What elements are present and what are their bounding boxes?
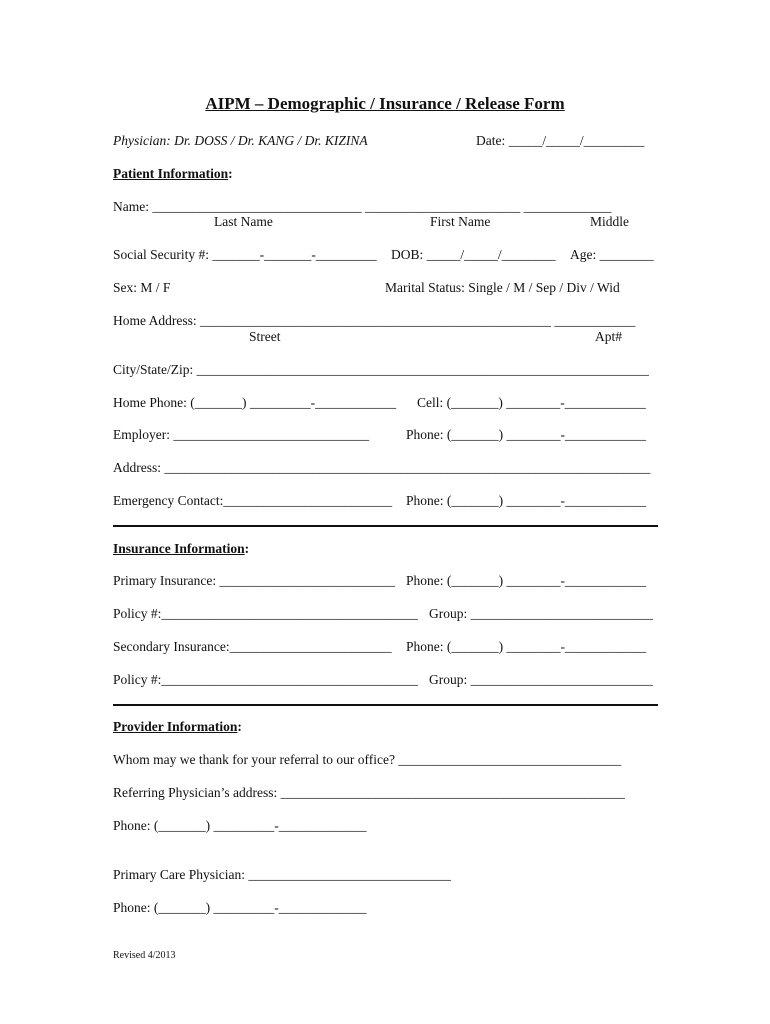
provider-info-heading-colon: : (237, 719, 242, 734)
section-divider (113, 525, 658, 527)
primary-care-physician-field[interactable]: Primary Care Physician: ______________________________ (113, 867, 451, 882)
primary-insurance-field[interactable]: Primary Insurance: __________________________ (113, 573, 395, 588)
referral-field[interactable]: Whom may we thank for your referral to our office? _________________________________ (113, 752, 622, 767)
insurance-info-heading-colon: : (244, 541, 250, 556)
dob-field[interactable]: DOB: _____/_____/________ (391, 247, 556, 262)
referring-physician-phone-field[interactable]: Phone: (_______) _________-_____________ (113, 818, 367, 833)
physician-line: Physician: Dr. DOSS / Dr. KANG / Dr. KIZINA (113, 133, 368, 148)
home-address-field[interactable]: Home Address: ____________________________________________________ ____________ (113, 313, 636, 328)
provider-info-heading-text: Provider Information (113, 719, 238, 734)
patient-info-heading-text: Patient Information (113, 166, 229, 181)
cell-phone-field[interactable]: Cell: (_______) ________-____________ (417, 395, 646, 410)
employer-field[interactable]: Employer: _____________________________ (113, 427, 370, 442)
city-state-zip-field[interactable]: City/State/Zip: ___________________________________________________________________ (113, 362, 649, 377)
secondary-insurance-field[interactable]: Secondary Insurance:________________________ (113, 639, 392, 654)
primary-insurance-phone-field[interactable]: Phone: (_______) ________-____________ (406, 573, 646, 588)
home-phone-field[interactable]: Home Phone: (_______) _________-____________ (113, 395, 397, 410)
revision-note: Revised 4/2013 (113, 950, 176, 961)
middle-name-label: Middle (590, 214, 629, 229)
patient-info-heading (113, 166, 233, 182)
insurance-info-heading-text: Insurance Information (113, 541, 245, 556)
primary-care-phone-field[interactable]: Phone: (_______) _________-_____________ (113, 900, 367, 915)
provider-info-heading (113, 719, 242, 735)
group-field[interactable]: Group: ___________________________ (429, 606, 653, 621)
form-title: AIPM – Demographic / Insurance / Release Form (205, 94, 565, 113)
sex-field[interactable]: Sex: M / F (113, 280, 171, 295)
emergency-phone-field[interactable]: Phone: (_______) ________-____________ (406, 493, 646, 508)
insurance-info-heading (113, 541, 249, 557)
policy-number-field[interactable]: Policy #:______________________________________ (113, 606, 418, 621)
age-field[interactable]: Age: ________ (570, 247, 654, 262)
address-field[interactable]: Address: ________________________________________________________________________ (113, 460, 651, 475)
emergency-contact-field[interactable]: Emergency Contact:_________________________ (113, 493, 393, 508)
patient-info-heading-colon: : (228, 166, 233, 181)
secondary-group-field[interactable]: Group: ___________________________ (429, 672, 653, 687)
first-name-label: First Name (430, 214, 491, 229)
marital-status-field[interactable]: Marital Status: Single / M / Sep / Div / Wid (385, 280, 620, 295)
section-divider (113, 704, 658, 706)
referring-physician-address-field[interactable]: Referring Physician’s address: ___________________________________________________ (113, 785, 625, 800)
last-name-label: Last Name (214, 214, 273, 229)
name-field[interactable]: Name: _______________________________ _______________________ _____________ (113, 199, 612, 214)
street-label: Street (249, 329, 281, 344)
date-field[interactable]: Date: _____/_____/_________ (476, 133, 645, 148)
employer-phone-field[interactable]: Phone: (_______) ________-____________ (406, 427, 646, 442)
apt-label: Apt# (595, 329, 622, 344)
ssn-field[interactable]: Social Security #: _______-_______-_________ (113, 247, 377, 262)
secondary-policy-number-field[interactable]: Policy #:______________________________________ (113, 672, 418, 687)
secondary-insurance-phone-field[interactable]: Phone: (_______) ________-____________ (406, 639, 646, 654)
